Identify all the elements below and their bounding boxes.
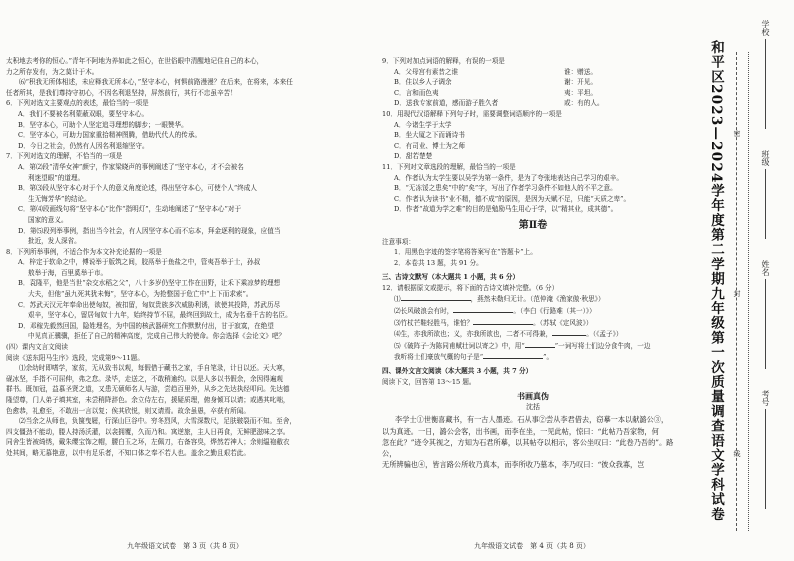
answer-blank[interactable] [483,351,543,359]
left-text-line: D．今日之社会，仍然有人因名利退缩坚守。 [18,141,149,150]
section-title: 第Ⅱ卷 [518,219,548,231]
left-text-line: 群书。既加冠，益慕圣贤之道，又患无硕师名人与游，尝趋百里外，从乡之先达执经叩问。先达德 [6,385,290,394]
essay-line: 忽在此？”迹令其视之，方知为石君所摹，以其帖夺以相示，客公坐叹曰：“此卷乃吾的”。路公， [382,437,674,459]
essay-author: 沈括 [526,402,540,411]
essay-title: 书画真伪 [517,391,549,402]
q12-item-5: ⑸《破阵子·为陈同甫赋壮词以寄之》中，用“ ”一词写将士们边分食牛肉，一边 [394,341,651,350]
notes-heading: 注意事项： [382,237,415,246]
q12-item-5-cont: 我听将士们豪放气概的句子是“ ”。 [394,353,554,362]
seal-mark: 密 [733,130,741,137]
q11-option-a: A．作者认为太学生要以吴学为第一条件，是为了夸张地表达自己学习的艰辛。 [394,173,623,182]
seal-mark: 线 [733,450,741,457]
essay-line: 无所辨骗也④，皆言路公所收乃真本，而李所收乃墓本，李乃叹曰：“彼众我寡，岂 [382,460,645,470]
left-text-line: 太积地去考你的恒心。”青年不阿地为养如此之恒心，在世俗眼中清醒地记住自己的本心， [6,57,264,65]
left-text-line: C．坚守本心，可助力国家重拾精神图腾，借助代代人的传承。 [18,131,202,140]
right-page [376,0,688,561]
q9-option-a: A．父母宫有素昔之谁 [394,67,459,76]
left-text-line: 处其间，略无慕艳意，以中有足乐者，不知口体之奉不若人也。盖余之勤且艰若此。 [6,448,250,457]
left-text-line: 隆望尊，门人弟子填其室，未尝稍降辞色。余立侍左右，援疑质理，俯身倾耳以请；或遇其叱咄， [6,396,290,404]
left-text-line: 艰辛，坚守本心，留居匈奴十九年，始终持节不屈，最终回到故土，成为名垂千古的名臣。 [28,311,292,320]
q9-option-c: C．言和而色夷 [394,88,439,97]
q10-option-d: D．甜若楚楚 [394,152,433,161]
q10-option-b: B．坐大厦之下而诵诗书 [394,131,465,140]
q9-explanations [564,67,604,109]
left-text-line: A．第⑵段“清华女神”颜宁，作家梁晓声的事例阐述了“坚守本心，才不会被名 [18,162,244,171]
left-text-line: 中见真正骥骥，拒任了自己的精神高度，完成自己伟大的使命。你会选择《会论文》吧？ [28,332,286,341]
left-text-line: 色愈恭，礼愈至，不敢出一言以复；俟其欣悦，则又请焉。故余虽愚，卒获有所闻。 [6,406,250,415]
left-text-line: 利迷望眼”的道理。 [28,173,85,182]
q10-stem: 10．用现代汉语解释下列句子时，需要调整词语顺序的一项是 [382,109,562,118]
q10-option-c: C．有司业、博士为之师 [394,141,465,150]
left-text-line: ⑴余幼时即嗜学，家贫，无从致书以观，每假借于藏书之家，手自笔录，计日以还。天大寒， [19,364,290,373]
seal-mark: 封 [733,290,741,297]
class-field[interactable]: 班级 [760,150,771,239]
q9-explain-b: 谢：开见。 [564,78,597,87]
q9-option-list [382,67,564,109]
left-text-line: (四）课内文言文阅读 [6,343,68,352]
answer-blank[interactable] [401,293,471,301]
essay-line: 李学士①世衡喜藏书，有一古人墨迹。石从事②尝从李君借去，窃摹一本以献潞公③， [395,415,669,425]
q9-explain-a: 谁：赠送。 [564,67,597,76]
left-text-line: 任者所其，是我们尊持守初心，不因名利退坚持，屏然前行，其行不忠虽辛苦！ [6,88,237,97]
left-text-line: ⑹“积我无所体相述，未应释我无所本心，”坚守本心，何惧前路漫漫？在后来，在将来，本来任 [19,78,293,87]
left-text-line: A．梓定于软命之中，傅说举于版筑之间，胶鬲举于鱼盐之中，管夷吾举于士，孙叔 [18,258,261,267]
left-text-line: C．苏武天汉元年奉命出使匈奴，被扣留，匈奴贵族多次威胁利诱，欲使其投降，苏武历尽 [18,300,281,309]
note-2: 2．本卷共 13 题，共 91 分。 [394,258,483,267]
q12-item-3: ⑶竹杖芒鞋轻胜马，谁怕？ 。（苏轼《定风波》） [394,318,593,327]
q11-option-d: D．作者“故道为学之难”的目的是勉励马生用心于学，以“精其业，成其德”。 [394,205,618,214]
exam-number-field[interactable]: 考号 [760,390,771,509]
q9-options [382,67,684,109]
left-text-line: 6．下列对选文主要观点的表述，最恰当的一项是 [6,99,149,108]
left-column [6,56,366,459]
q10-option-a: A．今诸生学于太学 [394,120,452,129]
left-text-line: 7．下列对选文的理解，不恰当的一项是 [6,152,123,161]
left-text-line: 砚冰坚，手指不可屈伸，弗之怠。录毕，走送之，不敢稍逾约。以是人多以书假余，余因得遍观 [6,374,283,383]
q9-explain-c: 夷：平坦。 [564,88,597,97]
q11-option-c: C．作者认为读书“业不精，德不成”的原因，是因为天赋不足，只能“天质之卑”。 [394,194,631,203]
q9-option-b: B．住以乡人子调余 [394,78,452,87]
q12-item-2: ⑵长风破浪会有时， 。（李白《行路难（其一）》） [394,307,596,316]
left-text-line: 8．下列所举事例，不适合作为本文补充论据的一项是 [6,247,162,256]
q9-option-d: D．送我专家前道，感而游子胜久者 [394,99,499,108]
section-4-instruction: 阅读下文，回答第 13～15 题。 [382,377,476,386]
left-text-line: ⑵当余之从师也，负箧曳屣，行深山巨谷中。穷冬烈风，大雪深数尺，足肤皲裂而不知。至舍， [19,417,296,426]
right-column [382,56,684,470]
q12-stem: 12．请根据原文或提示，将下面的古诗文填补完整。（6 分） [382,283,559,292]
name-field[interactable]: 姓名 [760,260,771,369]
left-text-line: B．袁隆平，他是当世“杂交水稻之父”，八十多岁仍坚守工作在田野，让禾下乘凉梦的理想 [18,279,281,288]
left-text-line: 同舍生皆被绮绣，戴朱缨宝饰之帽，腰白玉之环，左佩刀，右备容臭，烨然若神人；余则缊袍敝衣 [6,438,290,447]
q11-stem: 11．下列对文章选段的理解，最恰当的一项是 [382,162,516,171]
q12-item-4: ⑷生，亦我所欲也；义，亦我所欲也，二者不可得兼， 。（《孟子》） [394,330,623,339]
left-text-line: 力之所存发有，为之莫计于木。 [6,67,99,76]
q9-stem: 9．下列对加点词语的解释，有误的一项是 [382,57,505,65]
q11-option-b: B．“无冻馁之患矣”中的“矣”字，写出了作者学习条件不如他人的不平之意。 [394,184,617,193]
left-text-line: 大夫，但他“虽九死其犹未悔”，坚守本心，为抢整国于危亡中“上下而求索”。 [28,290,253,299]
left-text-line: 敖举于海，百里奚举于市。 [28,268,108,277]
section-3-heading: 三、古诗文默写（本大题共 1 小题，共 6 分） [382,273,520,282]
essay-line: 以为真迹。一日，潞公会客，出书画，而李在坐，一见此帖，惊曰：“此帖乃吾家物，何 [382,426,659,436]
answer-blank[interactable] [552,328,586,336]
left-text-line: B．坚守本心，可助个人坚定追寻理想的脚步；一眼赞华。 [18,120,188,129]
right-page-footer: 九年级语文试卷 第 4 页（共 8 页） [474,542,590,550]
left-text-line: B．第⑶段从坚守本心对于个人的意义角度论述，得出坚守本心，可使个人“终成人 [18,184,257,193]
left-text-line: 阅读《送东阳马生序》选段，完成第9～11题。 [6,353,144,362]
q9-explain-d: 或：有的人。 [564,99,604,108]
left-page [0,0,370,561]
left-text-line: A．我们不要被名利蒙蔽双眼，要坚守本心。 [18,109,149,118]
cut-line-inner [748,52,749,531]
left-text-line: 四支僵劲不能动，媵人持汤沃灌，以衾拥覆，久而乃和。寓逆旅，主人日再食，无鲜肥滋味之享。 [6,427,290,436]
exam-title: 和平区2023—2024学年度第二学期九年级第一次质量调查语文学科试卷 [708,40,724,522]
q9-option-b-text: 住以乡人子调余 [405,78,452,87]
section-4-heading: 四、课外文言文阅读（本大题共 3 小题，共 7 分） [382,367,533,376]
left-text-line: C．第⑷段画线句将“坚守本心”比作“指明灯”，生动地阐述了“坚守本心”对于 [18,205,242,214]
left-text-line: 生无悔芳华”的结论。 [28,194,91,203]
answer-blank[interactable] [453,305,513,313]
essay-body [382,414,684,470]
answer-blank[interactable] [473,317,533,325]
answer-blank[interactable] [525,340,555,348]
q12-item-1: ⑴ ，燕然未勒归无计。（范仲淹《渔家傲·秋思》） [394,295,605,304]
left-text-line: D．邓稼先毅然回国，隐姓埋名，为中国的核武器研究工作默默付出，甘于寂寞，在绝望 [18,321,274,330]
note-1: 1．用黑色字迹的签字笔将答案写在“答题卡”上。 [394,248,537,257]
left-text-line: D．第⑸段列举事例，指出当今社会，有人因坚守本心而不忘本，拜金逐利的现象，应值当 [18,226,281,235]
school-field[interactable]: 学校 [760,20,771,129]
left-text-line: 国家的意义。 [28,215,68,224]
left-text-line: 批近，发人深省。 [28,237,81,246]
left-page-footer: 九年级语文试卷 第 3 页（共 8 页） [127,542,243,550]
binding-strip [688,0,794,561]
